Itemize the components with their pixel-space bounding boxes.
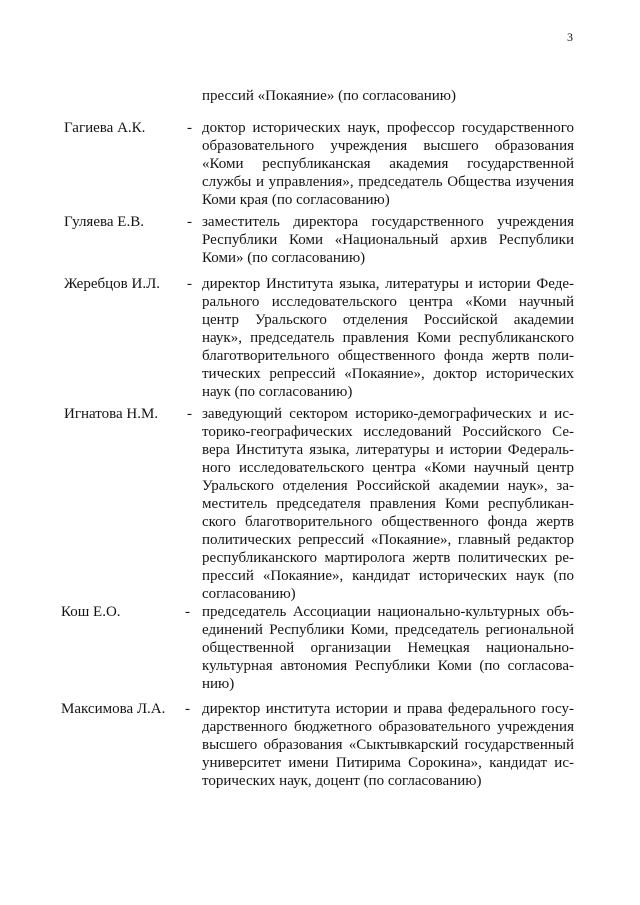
text-line: наук (по согласованию) <box>202 384 353 400</box>
text-line: тических репрессий «Покаяние», доктор исторических <box>202 366 574 382</box>
text-line: рального исследовательского центра «Коми научный <box>202 294 574 310</box>
text-line: ного исследовательского центра «Коми научный центр <box>202 460 574 476</box>
text-line: вера Института языка, литературы и истории Федераль- <box>202 442 574 458</box>
member-name: Игнатова Н.М. <box>64 406 159 422</box>
text-line: согласованию) <box>202 586 296 602</box>
member-description <box>202 405 574 603</box>
continuation-text <box>202 87 574 105</box>
text-line: заведующий сектором историко-демографических и ис- <box>202 406 574 422</box>
text-line: общественной организации Немецкая национально- <box>202 640 574 656</box>
text-line: торических наук, доцент (по согласованию) <box>202 773 482 789</box>
dash: - <box>187 120 192 136</box>
text-line: культурная автономия Республики Коми (по согласова- <box>202 658 574 674</box>
member-description <box>202 275 574 401</box>
page-number: 3 <box>567 30 573 44</box>
dash: - <box>187 406 192 422</box>
member-name: Жеребцов И.Л. <box>64 276 160 292</box>
member-description <box>202 603 574 693</box>
text-line: Уральского отделения Российской академии наук», за- <box>202 478 574 494</box>
text-line: благотворительного общественного фонда жертв поли- <box>202 348 574 364</box>
text-line: прессий «Покаяние» (по согласованию) <box>202 88 457 104</box>
text-line: председатель Ассоциации национально-культурных объ- <box>202 604 574 620</box>
member-description <box>202 213 574 267</box>
text-line: директор института истории и права федерального госу- <box>202 701 574 717</box>
text-line: университет имени Питирима Сорокина», кандидат ис- <box>202 755 574 771</box>
text-line: доктор исторических наук, профессор государственного <box>202 120 574 136</box>
dash: - <box>185 701 190 717</box>
text-line: образовательного учреждения высшего образования <box>202 138 574 154</box>
text-line: заместитель директора государственного учреждения <box>202 214 574 230</box>
text-line: торико-географических исследований Российского Се- <box>202 424 574 440</box>
text-line: Коми» (по согласованию) <box>202 250 366 266</box>
text-line: республиканского мартиролога жертв политических ре- <box>202 550 574 566</box>
text-line: Коми края (по согласованию) <box>202 192 390 208</box>
member-description <box>202 700 574 790</box>
text-line: «Коми республиканская академия государственной <box>202 156 574 172</box>
text-line: меститель председателя правления Коми республикан- <box>202 496 574 512</box>
text-line: единений Республики Коми, председатель региональной <box>202 622 574 638</box>
member-name: Гуляева Е.В. <box>64 214 144 230</box>
text-line: Республики Коми «Национальный архив Республики <box>202 232 574 248</box>
text-line: директор Института языка, литературы и истории Феде- <box>202 276 574 292</box>
text-line: наук», председатель правления Коми республиканского <box>202 330 574 346</box>
member-name: Гагиева А.К. <box>64 120 146 136</box>
text-line: ского благотворительного общественного фонда жертв <box>202 514 574 530</box>
text-line: политических репрессий «Покаяние», главный редактор <box>202 532 574 548</box>
member-name: Кош Е.О. <box>61 604 121 620</box>
text-line: прессий «Покаяние», кандидат исторических наук (по <box>202 568 574 584</box>
text-line: службы и управления», председатель Общества изучения <box>202 174 574 190</box>
dash: - <box>187 276 192 292</box>
text-line: нию) <box>202 676 235 692</box>
text-line: высшего образования «Сыктывкарский государственный <box>202 737 574 753</box>
dash: - <box>185 604 190 620</box>
member-name: Максимова Л.А. <box>61 701 166 717</box>
text-line: дарственного бюджетного образовательного учреждения <box>202 719 574 735</box>
dash: - <box>187 214 192 230</box>
text-line: центр Уральского отделения Российской академии <box>202 312 574 328</box>
member-description <box>202 119 574 209</box>
